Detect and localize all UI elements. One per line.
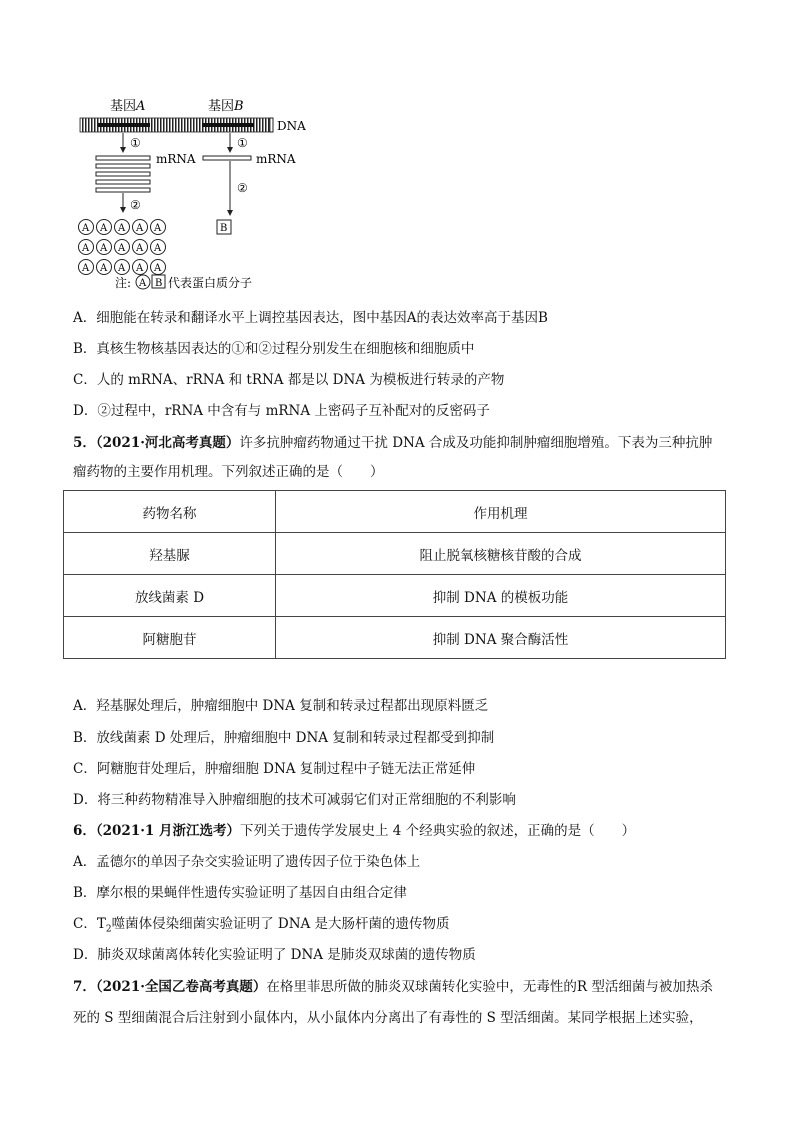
- q7-stem-line1: 7．（2021·全国乙卷高考真题）在格里菲思所做的肺炎双球菌转化实验中，无毒性的R 型活细菌与被加热杀: [73, 979, 713, 995]
- protein-a-letter: A: [118, 243, 126, 254]
- table-cell: 阻止脱氧核糖核苷酸的合成: [276, 533, 726, 575]
- mrna-label-b: mRNA: [256, 152, 296, 166]
- dna-strand: [80, 118, 270, 132]
- dna-label: DNA: [277, 119, 306, 133]
- note-prefix: 注:: [115, 276, 132, 290]
- protein-a-letter: A: [154, 243, 162, 254]
- q6-source: 6．（2021·1 月浙江选考）: [73, 823, 241, 839]
- protein-a-letter: A: [100, 263, 108, 274]
- q5-stem-line2: 瘤药物的主要作用机理。下列叙述正确的是（ ）: [73, 464, 384, 480]
- svg-text:B: B: [220, 223, 228, 234]
- table-header-cell: 药物名称: [64, 491, 276, 533]
- protein-a-letter: A: [136, 263, 144, 274]
- protein-a-letter: A: [154, 223, 162, 234]
- protein-a-letter: A: [82, 243, 90, 254]
- gene-b-label: 基因B: [208, 99, 244, 114]
- protein-a-letter: A: [118, 263, 126, 274]
- table-header-cell: 作用机理: [276, 491, 726, 533]
- dna-bracket: [270, 118, 273, 132]
- q4-option-d: D．②过程中，rRNA 中含有与 mRNA 上密码子互补配对的反密码子: [73, 403, 490, 419]
- q5-option-a: A．羟基脲处理后，肿瘤细胞中 DNA 复制和转录过程都出现原料匮乏: [73, 698, 489, 714]
- protein-a-letter: A: [136, 243, 144, 254]
- q7-stem-line2: 死的 S 型细菌混合后注射到小鼠体内，从小鼠体内分离出了有毒性的 S 型活细菌。某同学根据上述实验，: [73, 1010, 703, 1026]
- mrna-b: [203, 156, 251, 160]
- protein-a-letter: A: [82, 263, 90, 274]
- protein-a-letter: A: [82, 223, 90, 234]
- mrna-label-a: mRNA: [156, 152, 196, 166]
- q4-option-a: A．细胞能在转录和翻译水平上调控基因表达，图中基因A的表达效率高于基因B: [73, 310, 548, 326]
- step1-b: ①: [237, 136, 248, 150]
- protein-a-letter: A: [154, 263, 162, 274]
- protein-a-letter: A: [100, 223, 108, 234]
- table-cell: 抑制 DNA 聚合酶活性: [276, 617, 726, 659]
- q6-option-d: D．肺炎双球菌离体转化实验证明了 DNA 是肺炎双球菌的遗传物质: [73, 947, 476, 963]
- q7-source: 7．（2021·全国乙卷高考真题）: [73, 979, 267, 995]
- table-header-row: [64, 491, 726, 533]
- q6-stem: 6．（2021·1 月浙江选考）下列关于遗传学发展史上 4 个经典实验的叙述，正确的是（ ）: [73, 823, 636, 839]
- gene-a-label: 基因A: [110, 99, 146, 114]
- q6-option-c: C．$T_2$噬菌体侵染细菌实验证明了 DNA 是大肠杆菌的遗传物质: [73, 916, 450, 935]
- table-row: [64, 575, 726, 617]
- table-cell: 羟基脲: [64, 533, 276, 575]
- q5-source: 5．（2021·河北高考真题）: [73, 435, 240, 451]
- q4-option-c: C．人的 mRNA、rRNA 和 tRNA 都是以 DNA 为模板进行转录的产物: [73, 372, 505, 388]
- step2-a: ②: [130, 198, 141, 212]
- q6-option-b: B．摩尔根的果蝇伴性遗传实验证明了基因自由组合定律: [73, 885, 407, 901]
- mrna-stack-a: [96, 156, 150, 192]
- drug-table: [63, 490, 726, 659]
- q4-option-b: B．真核生物核基因表达的①和②过程分别发生在细胞核和细胞质中: [73, 341, 475, 357]
- table-row: [64, 533, 726, 575]
- step1-a: ①: [130, 136, 141, 150]
- protein-a-grid: [79, 220, 166, 275]
- svg-text:A: A: [139, 278, 147, 289]
- table-cell: 抑制 DNA 的模板功能: [276, 575, 726, 617]
- q5-option-d: D．将三种药物精准导入肿瘤细胞的技术可减弱它们对正常细胞的不利影响: [73, 792, 516, 808]
- gene-expression-diagram: [70, 96, 320, 296]
- q5-option-c: C．阿糖胞苷处理后，肿瘤细胞 DNA 复制过程中子链无法正常延伸: [73, 761, 476, 777]
- svg-text:B: B: [155, 278, 163, 289]
- table-row: [64, 617, 726, 659]
- step2-b: ②: [237, 181, 248, 195]
- protein-a-letter: A: [136, 223, 144, 234]
- q6-option-a: A．孟德尔的单因子杂交实验证明了遗传因子位于染色体上: [73, 854, 421, 870]
- protein-a-letter: A: [118, 223, 126, 234]
- q5-stem-line1: 5．（2021·河北高考真题）许多抗肿瘤药物通过干扰 DNA 合成及功能抑制肿瘤细胞增殖。下表为三种抗肿: [73, 435, 713, 451]
- table-cell: 放线菌素 D: [64, 575, 276, 617]
- table-cell: 阿糖胞苷: [64, 617, 276, 659]
- q5-option-b: B．放线菌素 D 处理后，肿瘤细胞中 DNA 复制和转录过程都受到抑制: [73, 730, 495, 746]
- protein-a-letter: A: [100, 243, 108, 254]
- note-suffix: 代表蛋白质分子: [168, 276, 253, 290]
